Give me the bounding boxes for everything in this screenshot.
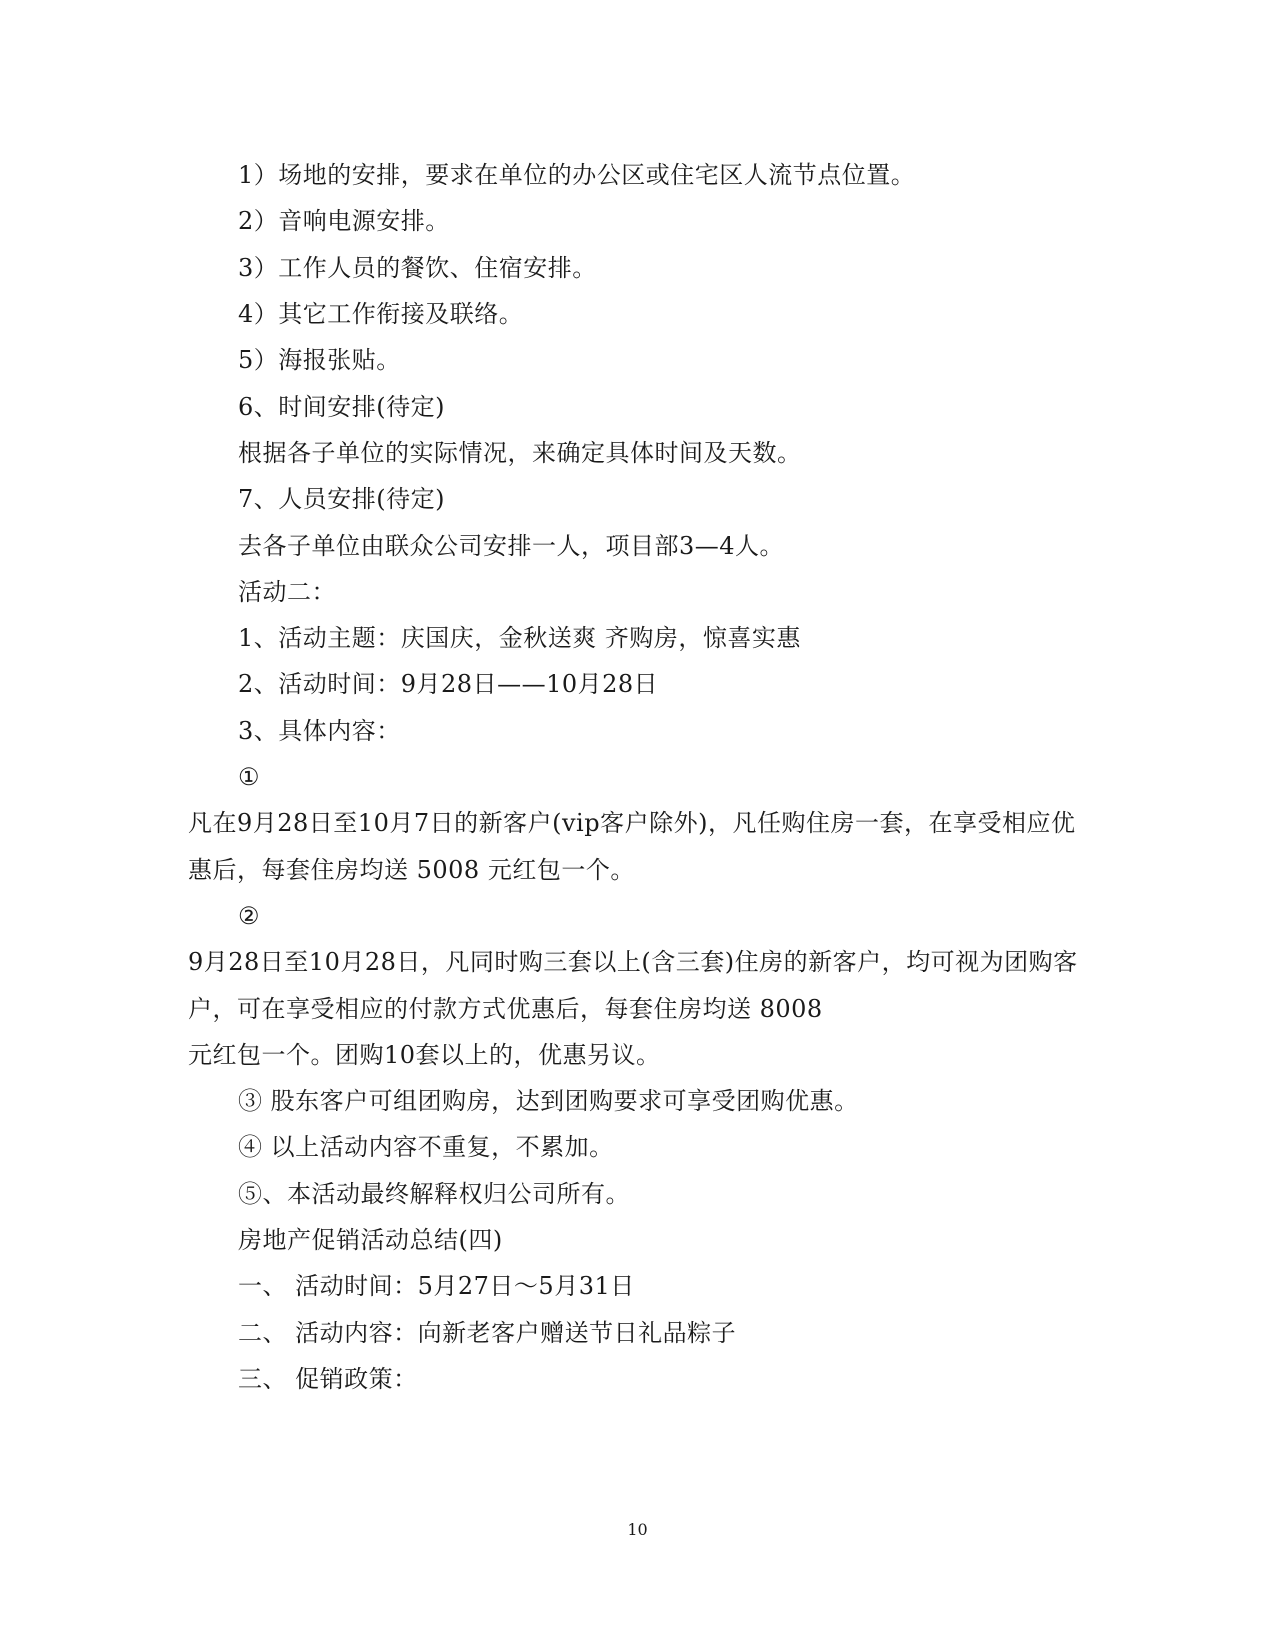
- list-marker: ①: [238, 763, 261, 791]
- text-line: 户，可在享受相应的付款方式优惠后，每套住房均送 8008: [188, 995, 823, 1023]
- text-line: 1、活动主题：庆国庆，金秋送爽 齐购房，惊喜实惠: [238, 624, 801, 652]
- text-line: 4）其它工作衔接及联络。: [238, 300, 524, 328]
- text-line: ④ 以上活动内容不重复，不累加。: [238, 1133, 614, 1161]
- text-line: 3）工作人员的餐饮、住宿安排。: [238, 254, 597, 282]
- page-number: 10: [627, 1520, 648, 1539]
- text-line: 2）音响电源安排。: [238, 207, 450, 235]
- text-line: 去各子单位由联众公司安排一人，项目部3—4人。: [238, 532, 785, 560]
- text-line: 9月28日至10月28日，凡同时购三套以上(含三套)住房的新客户，均可视为团购客: [188, 948, 1078, 976]
- text-line: 凡在9月28日至10月7日的新客户(vip客户除外)，凡任购住房一套，在享受相应优: [188, 809, 1076, 837]
- text-line: 一、 活动时间：5月27日～5月31日: [238, 1272, 635, 1300]
- text-line: 1）场地的安排，要求在单位的办公区或住宅区人流节点位置。: [238, 161, 916, 189]
- list-marker: ②: [238, 902, 261, 930]
- text-line: 5）海报张贴。: [238, 346, 401, 374]
- text-line: 二、 活动内容：向新老客户赠送节日礼品粽子: [238, 1319, 737, 1347]
- text-line: 3、具体内容：: [238, 717, 401, 745]
- section-heading: 7、人员安排(待定): [238, 485, 445, 513]
- section-heading: 活动二：: [238, 578, 336, 606]
- text-line: 三、 促销政策：: [238, 1365, 418, 1393]
- section-heading: 房地产促销活动总结(四): [238, 1226, 503, 1254]
- text-line: 2、活动时间：9月28日——10月28日: [238, 670, 659, 698]
- text-line: ⑤、本活动最终解释权归公司所有。: [238, 1180, 630, 1208]
- text-line: 惠后，每套住房均送 5008 元红包一个。: [188, 856, 635, 884]
- text-line: ③ 股东客户可组团购房，达到团购要求可享受团购优惠。: [238, 1087, 859, 1115]
- text-line: 根据各子单位的实际情况，来确定具体时间及天数。: [238, 439, 802, 467]
- text-line: 元红包一个。团购10套以上的，优惠另议。: [188, 1041, 661, 1069]
- section-heading: 6、时间安排(待定): [238, 393, 445, 421]
